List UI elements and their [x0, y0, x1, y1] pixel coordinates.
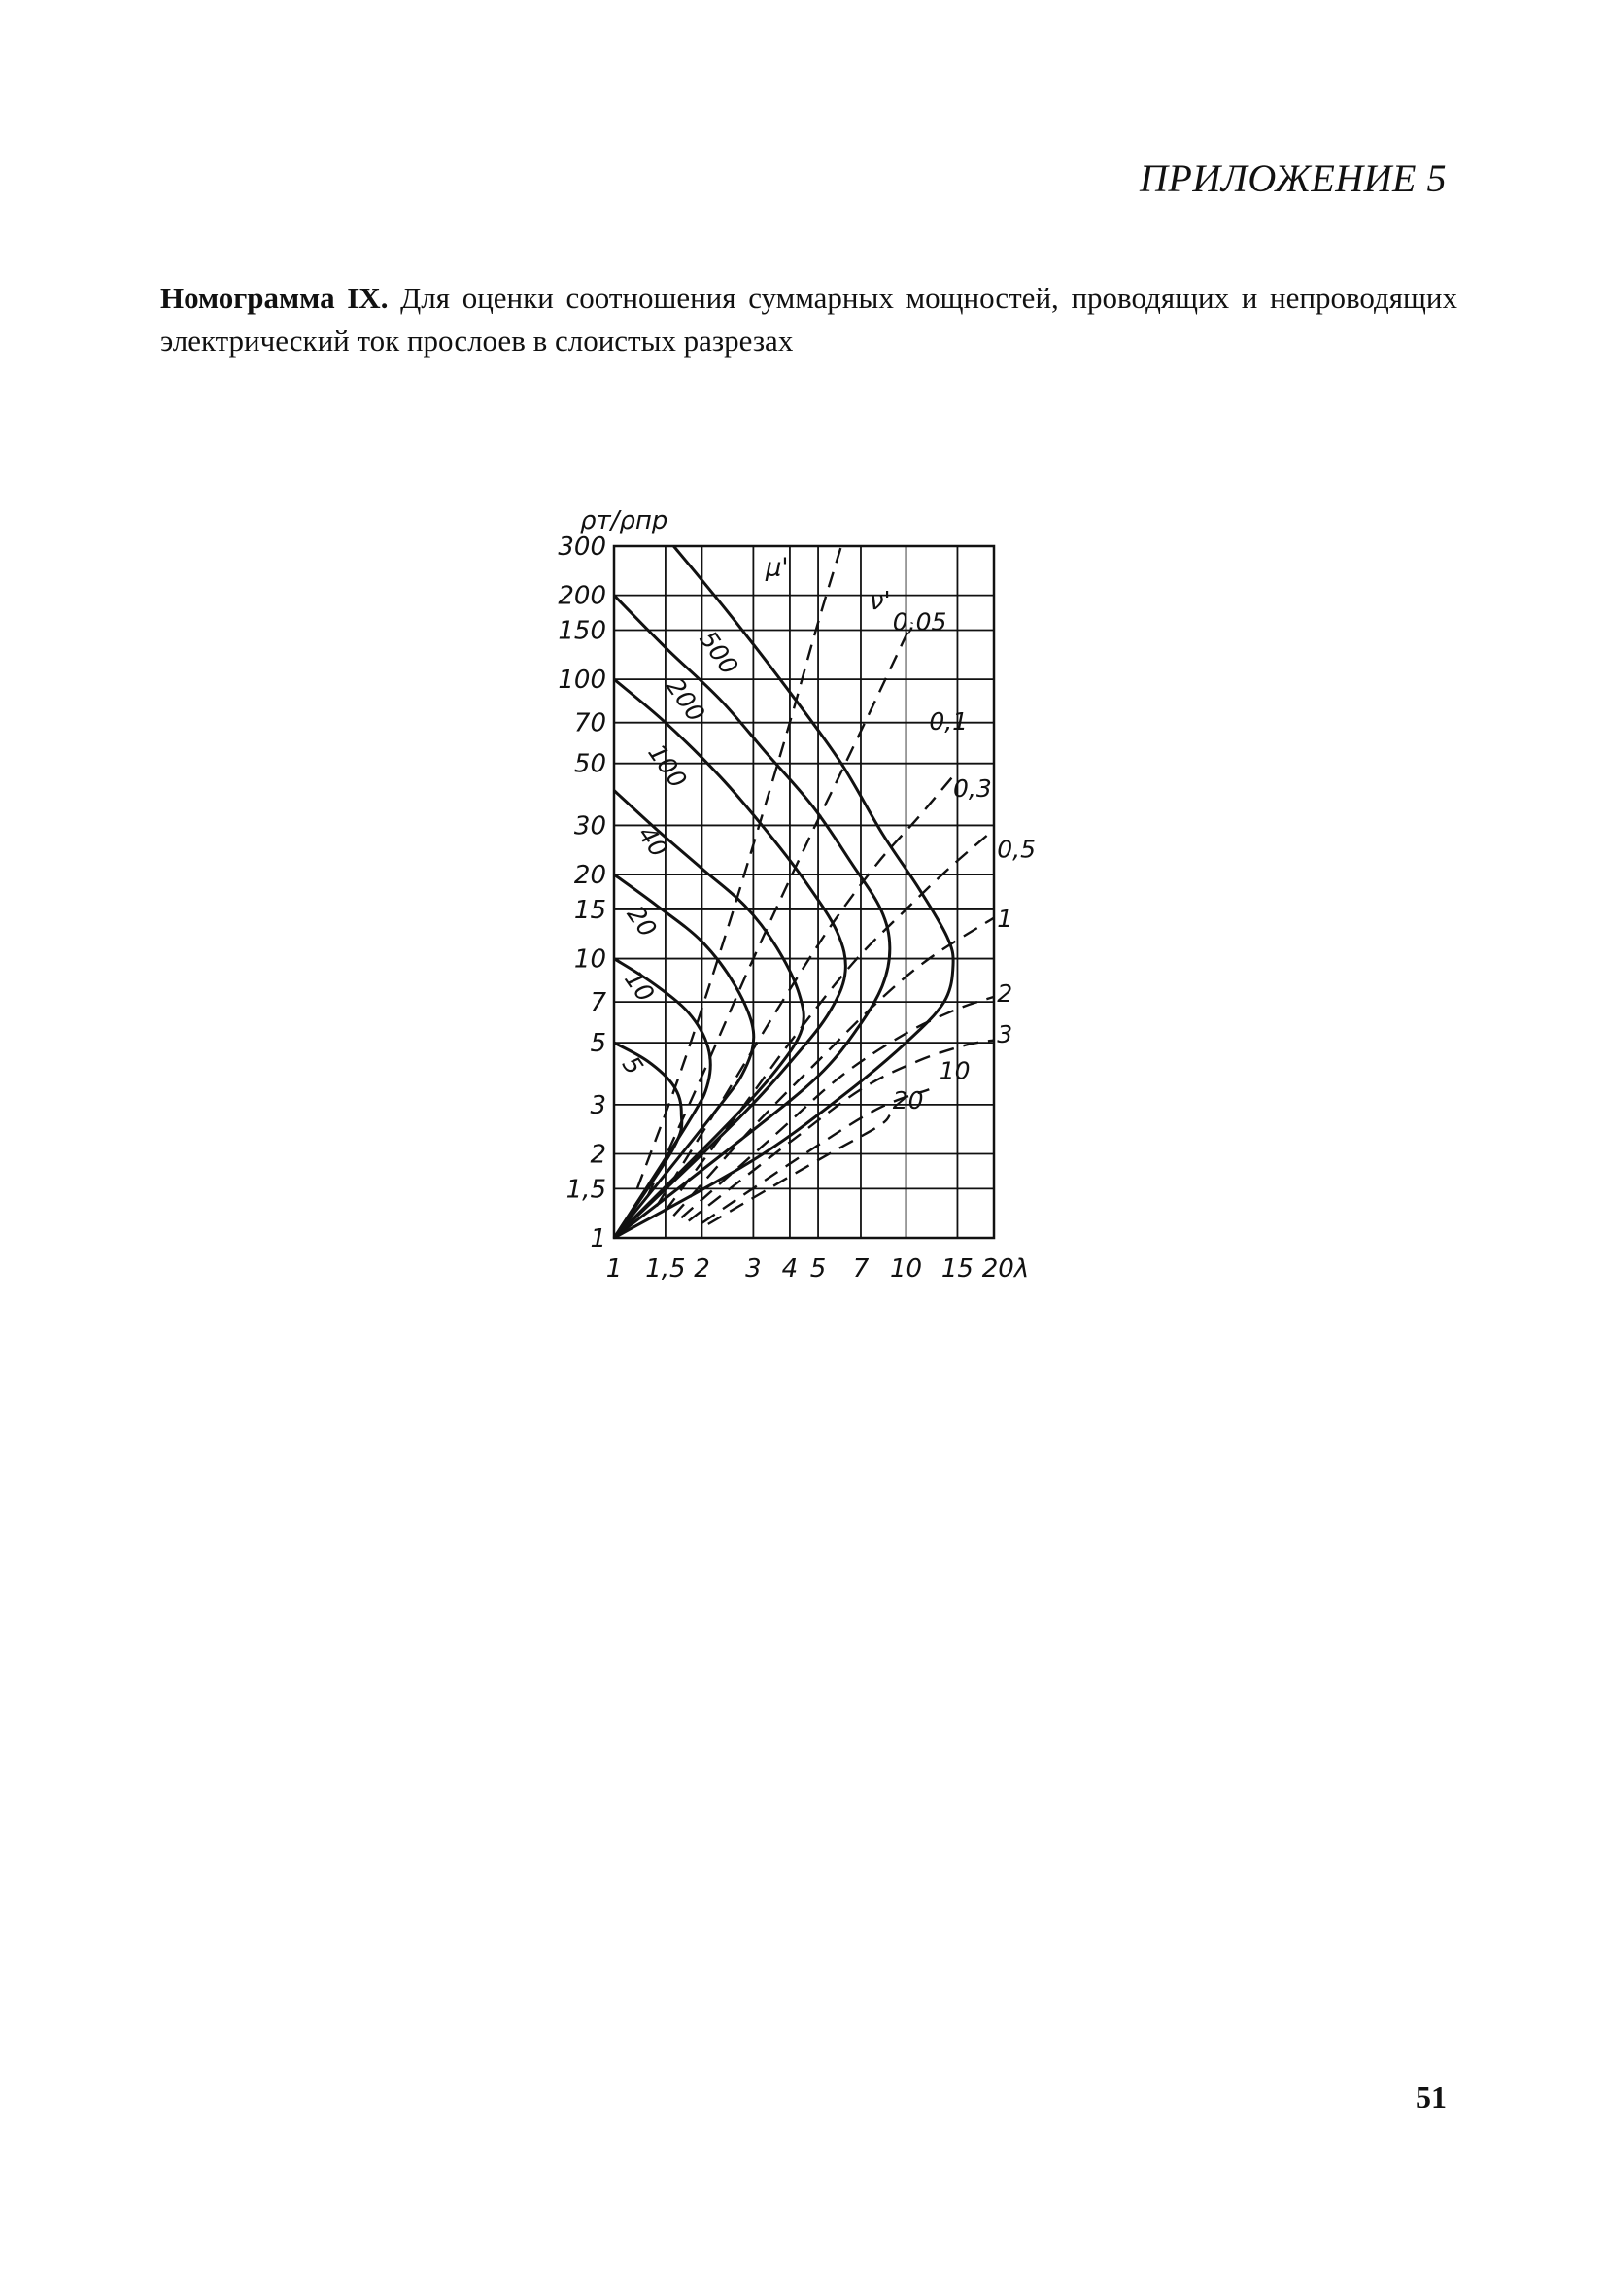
dashed-curve-label: 0,5 [997, 835, 1036, 864]
x-tick-label: 7 [852, 1254, 870, 1284]
solid-curve-label: 100 [642, 738, 693, 794]
y-tick-label: 3 [590, 1090, 606, 1120]
y-tick-label: 7 [590, 988, 606, 1018]
solid-family-label: μ' [765, 553, 789, 583]
solid-curve-label: 10 [619, 965, 661, 1008]
y-tick-label: 150 [558, 616, 606, 646]
dashed-curve-label: 0,05 [892, 607, 947, 636]
y-tick-label: 1,5 [565, 1175, 606, 1205]
chart-frame [614, 546, 994, 1238]
page-number: 51 [1416, 2079, 1447, 2114]
x-tick-label: 4 [781, 1254, 799, 1284]
dashed-curve-label: 20 [892, 1086, 924, 1115]
x-tick-label: 10 [889, 1254, 923, 1284]
dashed-curve-label: 1 [997, 904, 1013, 933]
appendix-heading: ПРИЛОЖЕНИЕ 5 [1140, 156, 1447, 200]
dashed-curve-label: 0,1 [929, 707, 969, 737]
x-tick-label: 20λ [981, 1254, 1030, 1284]
dashed-curve-label: 10 [939, 1056, 971, 1085]
y-tick-label: 50 [573, 749, 606, 779]
y-tick-label: 2 [590, 1140, 606, 1170]
dashed-family-label: ν' [869, 587, 891, 617]
solid-curve-label: 40 [632, 820, 673, 863]
y-tick-label: 100 [558, 666, 606, 696]
solid-curve-40 [614, 791, 804, 1239]
chart-labels [558, 506, 1036, 1284]
x-tick-label: 1,5 [645, 1254, 686, 1284]
dashed-curve-2 [681, 997, 994, 1217]
y-tick-label: 300 [558, 532, 606, 562]
y-tick-label: 70 [573, 708, 606, 738]
solid-curve-label: 500 [694, 625, 744, 680]
y-tick-label: 20 [573, 861, 606, 891]
y-tick-label: 5 [590, 1029, 606, 1059]
y-tick-label: 30 [573, 811, 606, 841]
x-tick-label: 2 [694, 1254, 710, 1284]
y-tick-label: 10 [573, 944, 606, 975]
solid-curve-label: 5 [616, 1050, 649, 1080]
x-tick-label: 3 [745, 1254, 762, 1284]
y-tick-label: 200 [558, 581, 606, 611]
dashed-curve-label: 2 [997, 979, 1013, 1009]
x-tick-label: 1 [605, 1254, 623, 1284]
dashed-curve-group [637, 546, 994, 1224]
solid-curve-label: 200 [661, 672, 711, 728]
dashed-curve-label: 3 [997, 1020, 1013, 1049]
caption-text: Для оценки соотношения суммарных мощностей, проводящих и непроводящих электрический ток прослоев в слоистых разрезах [160, 281, 1457, 358]
y-tick-label: 15 [573, 895, 606, 925]
caption-lead: Номограмма IX. [160, 281, 389, 315]
x-tick-label: 15 [940, 1254, 974, 1284]
y-tick-label: 1 [590, 1224, 606, 1253]
x-tick-label: 5 [809, 1254, 827, 1284]
dashed-curve-label: 0,3 [953, 773, 992, 803]
y-axis-title: ρт/ρпр [580, 506, 668, 535]
chart-grid [614, 546, 994, 1238]
dashed-curve-0,05 [637, 546, 841, 1188]
solid-curve-label: 20 [621, 900, 663, 942]
